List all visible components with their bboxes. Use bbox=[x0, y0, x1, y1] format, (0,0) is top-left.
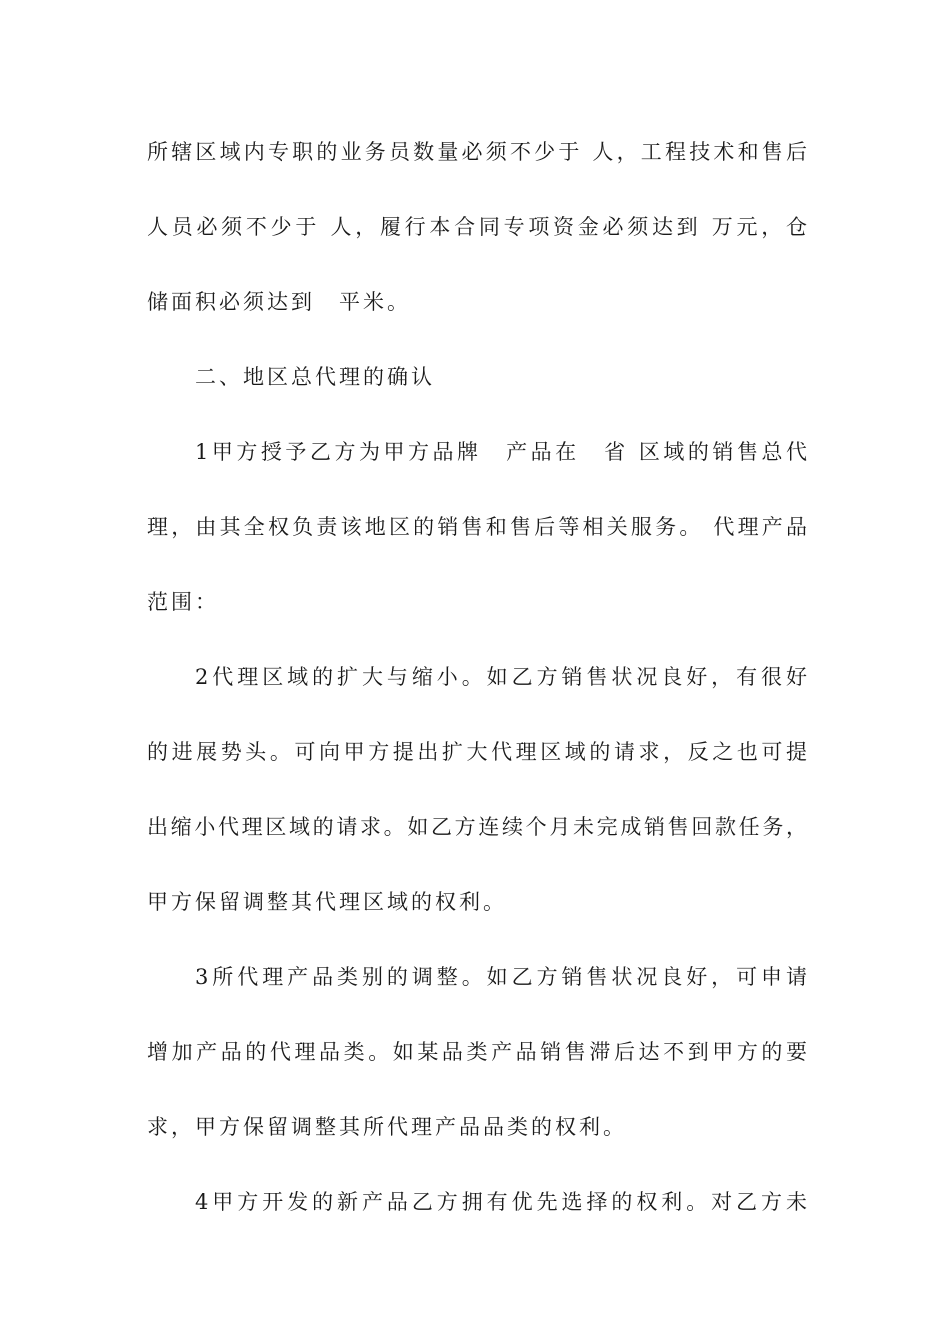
text-line: 3所代理产品类别的调整。如乙方销售状况良好，可申请 bbox=[195, 965, 807, 989]
section-heading: 二、地区总代理的确认 bbox=[195, 365, 435, 389]
text-line: 范围： bbox=[147, 590, 219, 614]
text-line: 1甲方授予乙方为甲方品牌 产品在 省 区域的销售总代 bbox=[195, 440, 807, 464]
text-line: 所辖区域内专职的业务员数量必须不少于 人，工程技术和售后 bbox=[147, 140, 807, 164]
text-line: 人员必须不少于 人，履行本合同专项资金必须达到 万元，仓 bbox=[147, 215, 807, 239]
text-line: 储面积必须达到 平米。 bbox=[147, 290, 411, 314]
text-line: 2代理区域的扩大与缩小。如乙方销售状况良好，有很好 bbox=[195, 665, 807, 689]
text-line: 求，甲方保留调整其所代理产品品类的权利。 bbox=[147, 1115, 627, 1139]
text-line: 甲方保留调整其代理区域的权利。 bbox=[147, 890, 507, 914]
text-line: 的进展势头。可向甲方提出扩大代理区域的请求，反之也可提 bbox=[147, 740, 807, 764]
text-line: 出缩小代理区域的请求。如乙方连续个月未完成销售回款任务， bbox=[147, 815, 807, 839]
text-line: 理，由其全权负责该地区的销售和售后等相关服务。 代理产品 bbox=[147, 515, 807, 539]
text-line: 4甲方开发的新产品乙方拥有优先选择的权利。对乙方未 bbox=[195, 1190, 807, 1214]
text-line: 增加产品的代理品类。如某品类产品销售滞后达不到甲方的要 bbox=[147, 1040, 807, 1064]
